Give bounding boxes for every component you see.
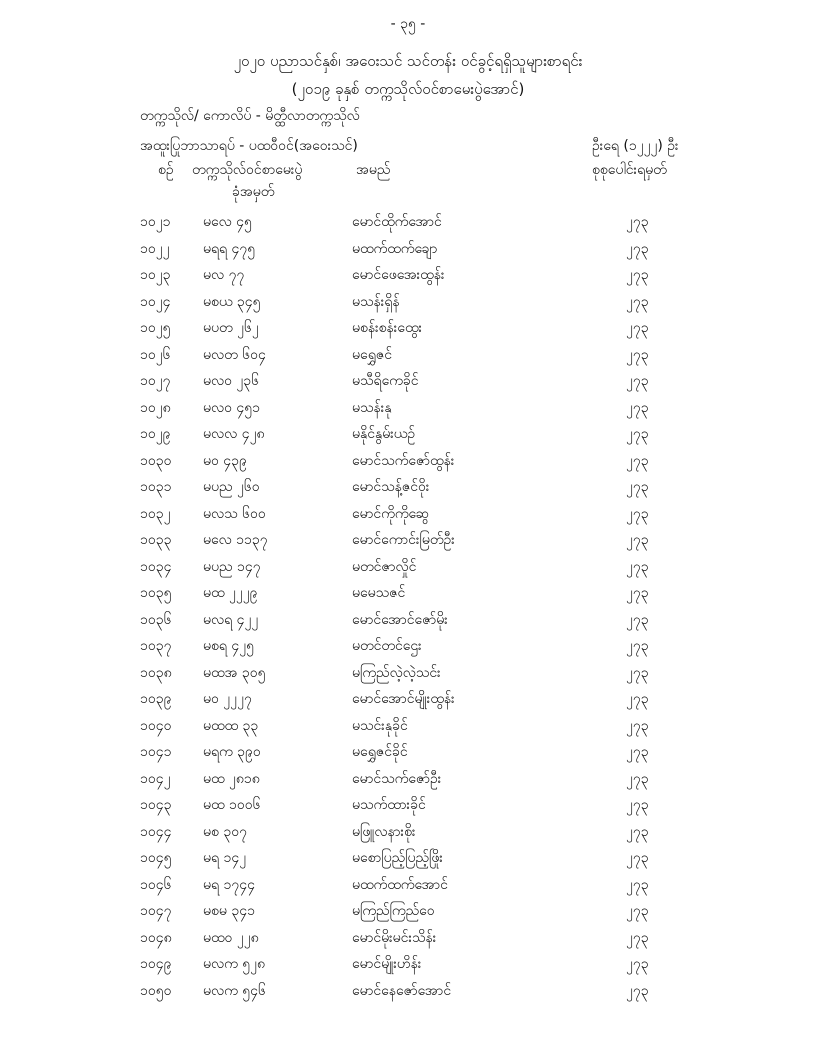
table-row	[0, 873, 816, 900]
student-name: မသန်းရှိန်	[352, 293, 400, 310]
table-row	[0, 422, 816, 449]
ticket-number: မထ ၂၈၁၈	[203, 770, 260, 787]
table-row	[0, 740, 816, 767]
column-header-ticket-line2: ခုံအမှတ်	[232, 184, 275, 200]
student-name: မောင်သက်ဇော်ဦး	[352, 770, 442, 787]
row-number: ၁၀၂၇	[140, 373, 171, 389]
total-score: ၂၇၃	[626, 691, 649, 707]
student-name: မောင်ဖေအေးထွန်း	[352, 267, 445, 283]
ticket-number: မလတ ၆၀၄	[203, 346, 266, 363]
row-number: ၁၀၃၄	[140, 558, 172, 575]
table-row	[0, 687, 816, 714]
ticket-number: မစယ ၃၄၅	[203, 293, 261, 310]
table-row	[0, 369, 816, 396]
total-score: ၂၇၃	[626, 558, 649, 575]
ticket-number: မထဝ ၂၂၈	[203, 929, 259, 946]
ticket-number: မလေ ၁၁၃၇	[203, 532, 268, 548]
ticket-number: မစမ ၃၄၁	[203, 903, 255, 919]
row-number: ၁၀၄၅	[140, 850, 172, 866]
document-subtitle: (၂၀၁၉ ခုနှစ် တက္ကသိုလ်ဝင်စာမေးပွဲအောင်)	[291, 80, 525, 98]
table-row	[0, 634, 816, 661]
row-number: ၁၀၂၄	[140, 293, 171, 310]
student-name: မောင်သက်ဇော်ထွန်း	[352, 452, 455, 469]
row-number: ၁၀၄၆	[140, 876, 172, 893]
total-score: ၂၇၃	[626, 240, 649, 257]
table-row	[0, 820, 816, 847]
student-name: မရွှေဇင်ခိုင်	[352, 744, 408, 760]
table-row	[0, 237, 816, 264]
ticket-number: မပတ ၂၆၂	[203, 320, 259, 336]
student-name: မစောပြည့်ပြည့်ဖြိုး	[352, 850, 443, 866]
table-row	[0, 899, 816, 926]
student-name: မထက်ထက်အောင်	[352, 876, 448, 893]
column-header-no: စဉ်	[158, 162, 174, 178]
quota-line: ဦးရေ (၁၂၂၂) ဦး	[592, 138, 679, 154]
student-name: မောင်ကိုကိုဆွေ	[352, 505, 430, 522]
total-score: ၂၇၃	[626, 346, 649, 363]
row-number: ၁၀၂၅	[140, 320, 171, 336]
total-score: ၂၇၃	[626, 452, 649, 469]
row-number: ၁၀၃၆	[140, 611, 172, 628]
results-list	[0, 210, 816, 1005]
row-number: ၁၀၅၀	[140, 982, 172, 999]
table-row	[0, 396, 816, 423]
university-line: တက္ကသိုလ်/ ကောလိပ် - မိတ္ထီလာတက္ကသိုလ်	[140, 108, 360, 124]
ticket-number: မလဝ ၄၅၁	[203, 399, 261, 416]
total-score: ၂၇၃	[626, 823, 649, 840]
ticket-number: မရ ၁၄၂	[203, 850, 247, 866]
student-name: မတင်တင်ဌေး	[352, 638, 422, 654]
row-number: ၁၀၂၁	[140, 214, 171, 230]
total-score: ၂၇၃	[626, 320, 649, 336]
student-name: မောင်နေဇော်အောင်	[352, 982, 452, 999]
total-score: ၂၇၃	[626, 585, 649, 601]
ticket-number: မထအ ၃၀၅	[203, 664, 266, 681]
student-name: မစန်းစန်းထွေး	[352, 320, 423, 336]
total-score: ၂၇၃	[626, 399, 649, 416]
table-row	[0, 926, 816, 953]
student-name: မသင်းနုခိုင်	[352, 717, 408, 734]
total-score: ၂၇၃	[626, 770, 649, 787]
student-name: မသန်းနု	[352, 399, 392, 416]
row-number: ၁၀၂၃	[140, 267, 171, 283]
total-score: ၂၇၃	[626, 611, 649, 628]
total-score: ၂၇၃	[626, 982, 649, 999]
total-score: ၂၇၃	[626, 214, 649, 230]
ticket-number: မထထ ၃၃	[203, 717, 259, 734]
student-name: မောင်သန့်ဇင်ဝိုး	[352, 479, 430, 495]
ticket-number: မလရ ၄၂၂	[203, 611, 259, 628]
table-row	[0, 581, 816, 608]
table-row	[0, 608, 816, 635]
table-row	[0, 449, 816, 476]
row-number: ၁၀၄၉	[140, 956, 172, 972]
total-score: ၂၇၃	[626, 426, 649, 442]
row-number: ၁၀၄၄	[140, 823, 172, 840]
ticket-number: မလက ၅၂၈	[203, 956, 266, 972]
total-score: ၂၇၃	[626, 664, 649, 681]
column-header-name: အမည်	[356, 162, 391, 178]
row-number: ၁၀၄၂	[140, 770, 171, 787]
row-number: ၁၀၃၂	[140, 505, 171, 522]
ticket-number: မရ ၁၇၄၄	[203, 876, 255, 893]
total-score: ၂၇၃	[626, 505, 649, 522]
row-number: ၁၀၃၀	[140, 452, 172, 469]
student-name: မမေသဇင်	[352, 585, 406, 601]
table-row	[0, 263, 816, 290]
row-number: ၁၀၂၆	[140, 346, 171, 363]
row-number: ၁၀၂၈	[140, 399, 171, 416]
ticket-number: မပည ၁၄၇	[203, 558, 261, 575]
ticket-number: မရရ ၄၇၅	[203, 240, 256, 257]
table-row	[0, 979, 816, 1006]
row-number: ၁၀၃၉	[140, 691, 172, 707]
student-name: မသက်ထားခိုင်	[352, 797, 426, 813]
table-row	[0, 528, 816, 555]
ticket-number: မလဝ ၂၃၆	[203, 373, 260, 389]
document-title: ၂၀၂၀ ပညာသင်နှစ်၊ အဝေးသင် သင်တန်း ဝင်ခွင့်ရရှိသူများစာရင်း	[233, 52, 583, 70]
ticket-number: မလလ ၄၂၈	[203, 426, 265, 442]
ticket-number: မလေ ၄၅	[203, 214, 252, 230]
student-name: မဖြူလနားစိုး	[352, 823, 416, 840]
row-number: ၁၀၄၇	[140, 903, 172, 919]
student-name: မောင်မျိုးဟိန်း	[352, 956, 422, 972]
row-number: ၁၀၃၇	[140, 638, 172, 654]
column-header-score: စုစုပေါင်းရမှတ်	[592, 162, 667, 178]
ticket-number: မစ ၃၀၇	[203, 823, 247, 840]
total-score: ၂၇၃	[626, 850, 649, 866]
ticket-number: မလက ၅၄၆	[203, 982, 266, 999]
ticket-number: မပည ၂၆၀	[203, 479, 260, 495]
total-score: ၂၇၃	[626, 956, 649, 972]
student-name: မတင်ဇာလှိုင်	[352, 558, 417, 575]
ticket-number: မစရ ၄၂၅	[203, 638, 254, 654]
row-number: ၁၀၂၉	[140, 426, 171, 442]
total-score: ၂၇၃	[626, 903, 649, 919]
table-row	[0, 316, 816, 343]
row-number: ၁၀၄၃	[140, 797, 172, 813]
table-row	[0, 661, 816, 688]
row-number: ၁၀၄၀	[140, 717, 172, 734]
student-name: မရွှေဇင်	[352, 346, 393, 363]
student-name: မကြည်လဲ့လဲ့သင်း	[352, 664, 441, 681]
student-name: မောင်ထိုက်အောင်	[352, 214, 442, 230]
row-number: ၁၀၂၂	[140, 240, 170, 257]
ticket-number: မဝ ၄၃၉	[203, 452, 247, 469]
total-score: ၂၇၃	[626, 929, 649, 946]
table-row	[0, 767, 816, 794]
total-score: ၂၇၃	[626, 479, 649, 495]
row-number: ၁၀၃၅	[140, 585, 172, 601]
student-name: မောင်မိုးမင်းသိန်း	[352, 929, 437, 946]
row-number: ၁၀၄၁	[140, 744, 172, 760]
table-row	[0, 210, 816, 237]
ticket-number: မလ ၇၇	[203, 267, 245, 283]
total-score: ၂၇၃	[626, 744, 649, 760]
ticket-number: မထ ၂၂၂၉	[203, 585, 258, 601]
row-number: ၁၀၃၁	[140, 479, 172, 495]
student-name: မောင်အောင်ဇော်မိုး	[352, 611, 448, 628]
table-row	[0, 475, 816, 502]
student-name: မောင်အောင်မျိုးထွန်း	[352, 691, 455, 707]
ticket-number: မထ ၁၀၀၆	[203, 797, 261, 813]
total-score: ၂၇၃	[626, 638, 649, 654]
ticket-number: မလသ ၆၀၀	[203, 505, 266, 522]
ticket-number: မရက ၃၉၀	[203, 744, 261, 760]
table-row	[0, 846, 816, 873]
total-score: ၂၇၃	[626, 293, 649, 310]
total-score: ၂၇၃	[626, 876, 649, 893]
row-number: ၁၀၃၃	[140, 532, 172, 548]
table-row	[0, 714, 816, 741]
row-number: ၁၀၃၈	[140, 664, 172, 681]
table-row	[0, 555, 816, 582]
student-name: မထက်ထက်ချော	[352, 240, 438, 257]
table-row	[0, 952, 816, 979]
student-name: မောင်ကောင်းမြတ်ဦး	[352, 532, 455, 548]
student-name: မကြည်ကြည်ဝေ	[352, 903, 435, 919]
student-name: မနိုင်နွမ်းယဉ်	[352, 426, 416, 442]
total-score: ၂၇၃	[626, 532, 649, 548]
table-row	[0, 502, 816, 529]
row-number: ၁၀၄၈	[140, 929, 172, 946]
major-line: အထူးပြုဘာသာရပ် - ပထဝီဝင်(အဝေးသင်)	[140, 138, 358, 154]
total-score: ၂၇၃	[626, 373, 649, 389]
table-row	[0, 290, 816, 317]
ticket-number: မဝ ၂၂၂၇	[203, 691, 252, 707]
student-name: မသီရိကေခိုင်	[352, 373, 419, 389]
total-score: ၂၇၃	[626, 717, 649, 734]
table-row	[0, 343, 816, 370]
column-header-ticket: တက္ကသိုလ်ဝင်စာမေးပွဲ	[192, 162, 303, 178]
total-score: ၂၇၃	[626, 797, 649, 813]
page-number: - ၃၅ -	[390, 16, 426, 32]
total-score: ၂၇၃	[626, 267, 649, 283]
table-row	[0, 793, 816, 820]
